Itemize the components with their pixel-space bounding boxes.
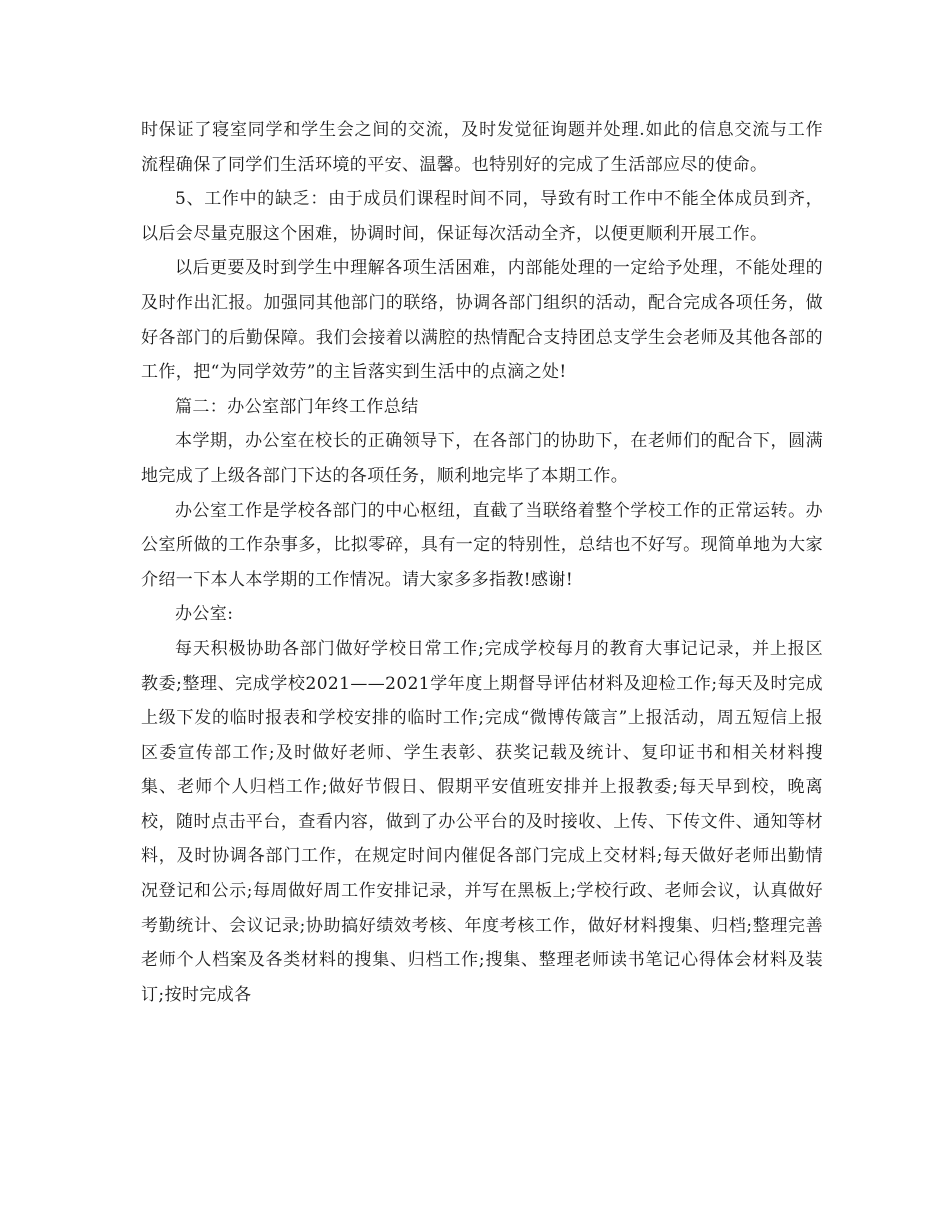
paragraph-continued: 时保证了寝室同学和学生会之间的交流，及时发觉征询题并处理.如此的信息交流与工作流程确保了同学们生活环境的平安、温馨。也特别好的完成了生活部应尽的使命。 bbox=[141, 120, 823, 175]
paragraph-office-role: 办公室工作是学校各部门的中心枢纽，直截了当联络着整个学校工作的正常运转。办公室所做的工作杂事多，比拟零碎，具有一定的特别性，总结也不好写。现简单地为大家介绍一下本人本学期的工作情况。请大家多多指教!感谢! bbox=[141, 500, 823, 590]
paragraph-daily-work: 每天积极协助各部门做好学校日常工作;完成学校每月的教育大事记记录，并上报区教委;整理、完成学校2021——2021学年度上期督导评估材料及迎检工作;每天及时完成上级下发的临时报表和学校安排的临时工作;完成“微博传箴言”上报活动，周五短信上报区委宣传部工作;及时做好老师、学生表彰、获奖记载及统计、复印证书和相关材料搜集、老师个人归档工作;做好节假日、假期平安值班安排并上报教委;每天早到校，晚离校，随时点击平台，查看内容，做到了办公平台的及时接收、上传、下传文件、通知等材料，及时协调各部门工作，在规定时间内催促各部门完成上交材料;每天做好老师出勤情况登记和公示;每周做好周工作安排记录，并写在黑板上;学校行政、老师会议，认真做好考勤统计、会议记录;协助搞好绩效考核、年度考核工作，做好材料搜集、归档;整理完善老师个人档案及各类材料的搜集、归档工作;搜集、整理老师读书笔记心得体会材料及装订;按时完成各 bbox=[141, 638, 823, 1005]
paragraph-shortcomings: 5、工作中的缺乏：由于成员们课程时间不同，导致有时工作中不能全体成员到齐，以后会尽量克服这个困难，协调时间，保证每次活动全齐，以便更顺利开展工作。 bbox=[141, 189, 823, 244]
subsection-label: 办公室: bbox=[175, 604, 234, 625]
section-heading: 篇二：办公室部门年终工作总结 bbox=[175, 396, 419, 417]
paragraph-intro: 本学期，办公室在校长的正确领导下，在各部门的协助下，在老师们的配合下，圆满地完成了上级各部门下达的各项任务，顺利地完毕了本期工作。 bbox=[141, 431, 823, 486]
paragraph-future-plan: 以后更要及时到学生中理解各项生活困难，内部能处理的一定给予处理，不能处理的及时作出汇报。加强同其他部门的联络，协调各部门组织的活动，配合完成各项任务，做好各部门的后勤保障。我们会接着以满腔的热情配合支持团总支学生会老师及其他各部的工作，把“为同学效劳”的主旨落实到生活中的点滴之处! bbox=[141, 258, 823, 383]
document-body bbox=[141, 113, 823, 1012]
